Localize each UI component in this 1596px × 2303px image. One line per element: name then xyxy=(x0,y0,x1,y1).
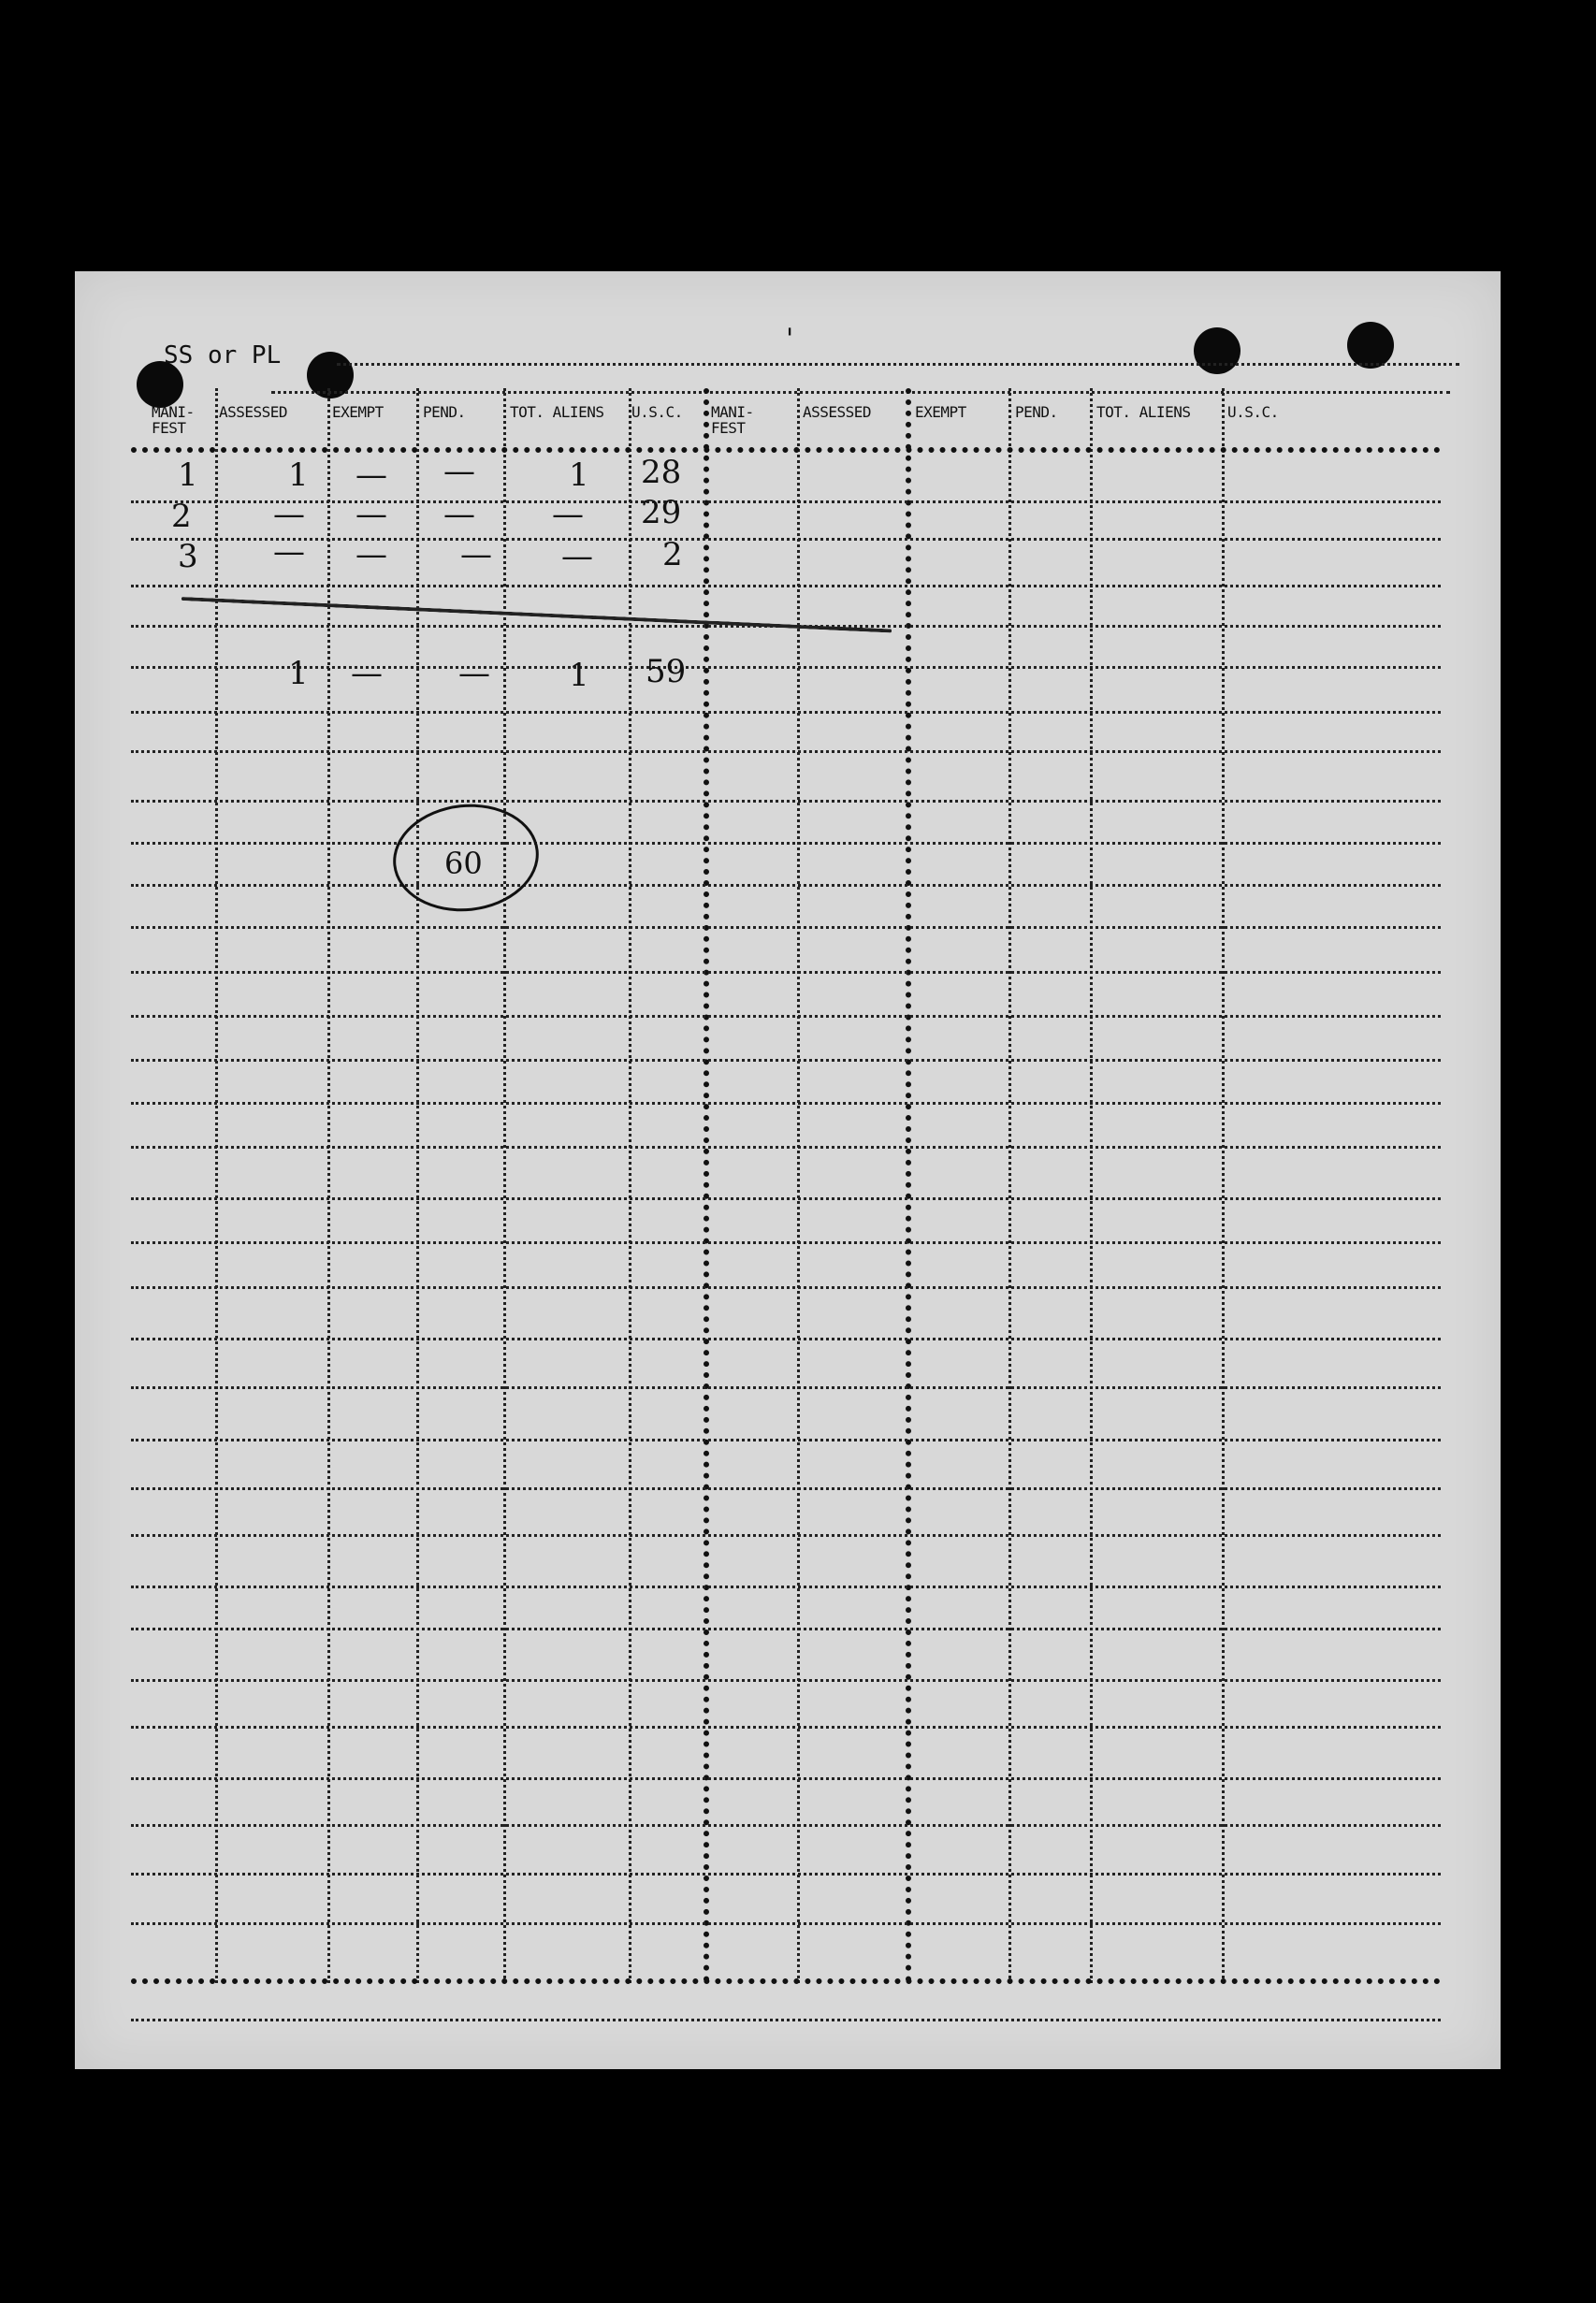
cell-exempt: — xyxy=(355,496,387,533)
cell-exempt: — xyxy=(355,456,387,494)
row-rule xyxy=(131,1824,1441,1827)
row-rule xyxy=(131,971,1441,974)
form-sheet xyxy=(75,271,1501,2069)
total-tot-aliens: 1 xyxy=(569,657,589,694)
row-rule xyxy=(131,1146,1441,1149)
cell-usc: 28 xyxy=(641,454,682,491)
row-rule xyxy=(131,1679,1441,1682)
cell-pend: — xyxy=(443,453,475,490)
row-rule xyxy=(131,1628,1441,1630)
cell-tot-aliens: 1 xyxy=(569,456,589,494)
row-rule xyxy=(131,1586,1441,1588)
row-rule xyxy=(131,538,1441,541)
header-usc-2: U.S.C. xyxy=(1227,403,1279,421)
cell-pend: — xyxy=(443,496,475,533)
header-assessed-1: ASSESSED xyxy=(219,403,288,421)
row-rule xyxy=(131,1102,1441,1105)
row-rule xyxy=(131,1439,1441,1441)
punch-hole-right xyxy=(1194,327,1241,374)
punch-hole-far-right xyxy=(1347,322,1394,369)
cell-manifest: 3 xyxy=(178,538,198,575)
cell-usc: 2 xyxy=(662,536,683,573)
grand-total: 60 xyxy=(444,846,483,881)
header-tot-aliens-2: TOT. ALIENS xyxy=(1096,403,1191,421)
row-rule xyxy=(131,1487,1441,1490)
cell-assessed: 1 xyxy=(288,456,309,494)
row-rule xyxy=(131,1873,1441,1876)
footer-rule xyxy=(131,1978,1441,1984)
form-title: SS or PL xyxy=(164,341,282,369)
cell-usc: 29 xyxy=(641,494,682,531)
cell-manifest: 2 xyxy=(171,498,192,535)
cell-manifest: 1 xyxy=(178,456,198,494)
cell-tot-aliens: — xyxy=(561,538,593,575)
header-pend-2: PEND. xyxy=(1015,403,1058,421)
row-rule xyxy=(131,1922,1441,1925)
row-rule xyxy=(131,1777,1441,1780)
top-mark: ' xyxy=(786,323,794,355)
row-rule xyxy=(131,750,1441,753)
cell-exempt: — xyxy=(355,536,387,573)
row-rule xyxy=(131,585,1441,587)
row-rule xyxy=(131,1534,1441,1537)
row-rule xyxy=(131,500,1441,503)
cell-pend: — xyxy=(460,536,492,573)
row-rule xyxy=(131,1338,1441,1340)
cell-assessed: — xyxy=(273,496,305,533)
header-assessed-2: ASSESSED xyxy=(803,403,872,421)
row-rule xyxy=(131,842,1441,845)
row-rule xyxy=(131,884,1441,887)
row-rule xyxy=(131,1015,1441,1018)
row-rule xyxy=(131,800,1441,803)
total-pend: — xyxy=(458,655,490,692)
row-rule xyxy=(131,1059,1441,1062)
row-rule xyxy=(131,1197,1441,1200)
header-manifest-1: MANI- FEST xyxy=(152,403,195,437)
header-exempt-2: EXEMPT xyxy=(915,403,966,421)
cell-tot-aliens: — xyxy=(552,496,584,533)
header-manifest-2: MANI- FEST xyxy=(711,403,754,437)
row-rule xyxy=(131,1386,1441,1389)
cell-assessed: — xyxy=(273,533,305,571)
row-rule xyxy=(131,1726,1441,1729)
row-rule xyxy=(131,711,1441,714)
row-rule xyxy=(131,1241,1441,1244)
header-exempt-1: EXEMPT xyxy=(332,403,384,421)
row-rule xyxy=(131,666,1441,669)
row-rule xyxy=(131,1286,1441,1289)
title-underline xyxy=(337,363,1459,366)
row-rule xyxy=(131,926,1441,929)
header-usc-1: U.S.C. xyxy=(631,403,683,421)
total-exempt: — xyxy=(351,655,383,692)
header-bottom-rule xyxy=(131,447,1441,453)
header-top-rule xyxy=(271,391,1450,394)
total-assessed: 1 xyxy=(288,655,309,692)
header-tot-aliens-1: TOT. ALIENS xyxy=(510,403,604,421)
header-pend-1: PEND. xyxy=(423,403,466,421)
footer-rule xyxy=(131,2019,1441,2021)
total-usc: 59 xyxy=(646,653,687,690)
